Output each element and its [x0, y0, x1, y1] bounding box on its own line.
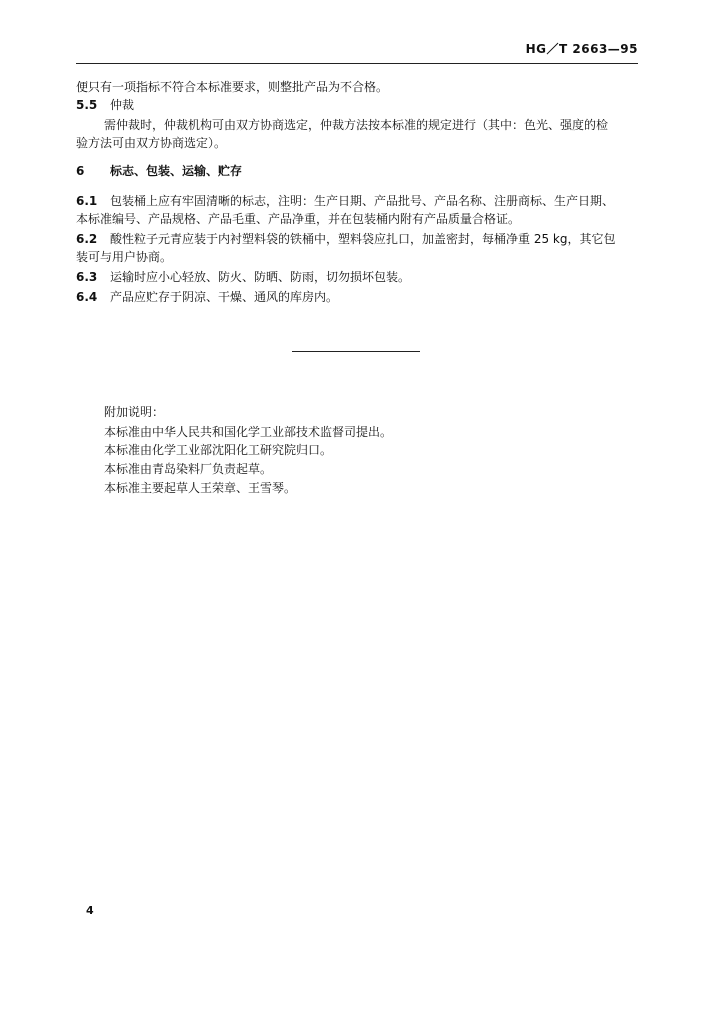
clause-5-5-heading	[76, 97, 646, 113]
clause-6-4	[76, 289, 646, 305]
clause-6-1	[76, 193, 646, 209]
note-item: 本标准由化学工业部沈阳化工研究院归口。	[104, 443, 333, 457]
clause-5-4-continuation: 便只有一项指标不符合本标准要求，则整批产品为不合格。	[76, 80, 389, 94]
clause-text: 运输时应小心轻放、防火、防晒、防雨，切勿损坏包装。	[110, 270, 411, 284]
end-of-standard-rule	[292, 351, 420, 352]
note-item: 本标准由青岛染料厂负责起草。	[104, 462, 273, 476]
section-number: 6	[76, 164, 85, 178]
clause-6-1-text-line: 本标准编号、产品规格、产品毛重、产品净重，并在包装桶内附有产品质量合格证。	[76, 212, 521, 226]
standard-code: HG／T 2663—95	[525, 42, 638, 56]
clause-number: 6.4	[76, 290, 98, 304]
clause-6-2-text-line: 装可与用户协商。	[76, 250, 173, 264]
clause-number: 6.3	[76, 270, 98, 284]
section-6-heading	[76, 163, 646, 179]
clause-number: 6.1	[76, 194, 98, 208]
clause-number: 6.2	[76, 232, 98, 246]
page-number: 4	[86, 904, 94, 917]
clause-text: 包装桶上应有牢固清晰的标志，注明：生产日期、产品批号、产品名称、注册商标、生产日期、	[110, 194, 615, 208]
clause-5-5-text-line: 验方法可由双方协商选定）。	[76, 136, 227, 150]
clause-title: 仲裁	[110, 98, 135, 112]
clause-6-2	[76, 231, 646, 247]
header-rule	[76, 63, 638, 64]
clause-5-5-text-line: 需仲裁时，仲裁机构可由双方协商选定，仲裁方法按本标准的规定进行（其中：色光、强度的检	[104, 118, 609, 132]
note-item: 本标准由中华人民共和国化学工业部技术监督司提出。	[104, 425, 393, 439]
clause-6-3	[76, 269, 646, 285]
clause-number: 5.5	[76, 98, 98, 112]
clause-text: 酸性粒子元青应装于内衬塑料袋的铁桶中，塑料袋应扎口，加盖密封，每桶净重 25 kg，其它包	[110, 232, 616, 246]
clause-text: 产品应贮存于阴凉、干燥、通风的库房内。	[110, 290, 339, 304]
section-title: 标志、包装、运输、贮存	[110, 164, 243, 178]
note-item: 本标准主要起草人王荣章、王雪琴。	[104, 481, 297, 495]
notes-heading: 附加说明：	[104, 405, 165, 419]
